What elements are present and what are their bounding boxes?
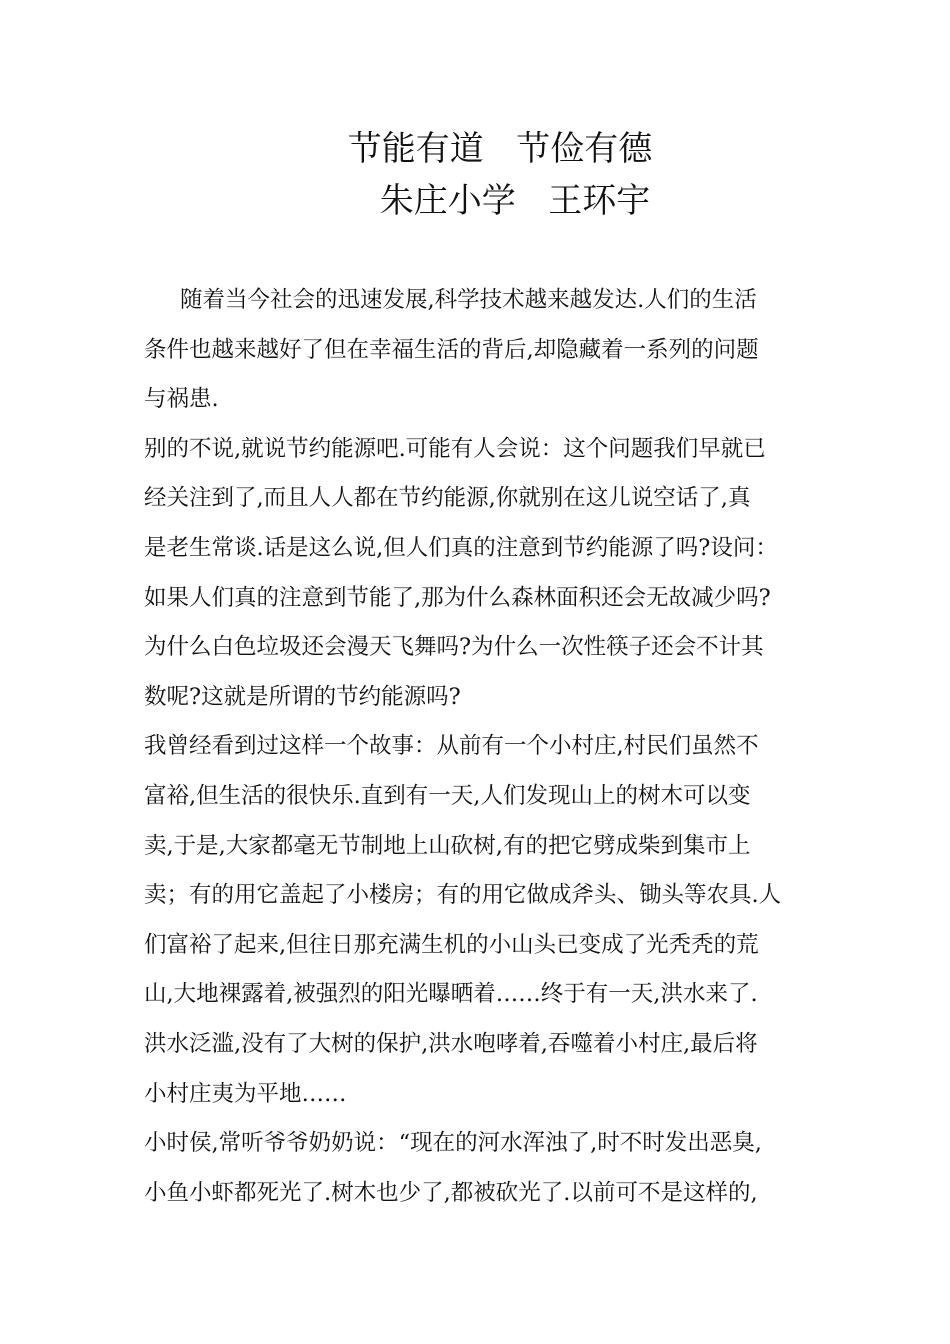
body-line: 与祸患. bbox=[144, 386, 219, 413]
body-line: 小时侯,常听爷爷奶奶说：“现在的河水浑浊了,时不时发出恶臭, bbox=[144, 1130, 762, 1157]
body-line: 小鱼小虾都死光了.树木也少了,都被砍光了.以前可不是这样的, bbox=[144, 1179, 758, 1206]
body-line: 经关注到了,而且人人都在节约能源,你就别在这儿说空话了,真 bbox=[144, 485, 751, 512]
body-line: 条件也越来越好了但在幸福生活的背后,却隐藏着一系列的问题 bbox=[144, 336, 759, 363]
document-title: 节能有道 节俭有德 bbox=[347, 129, 653, 169]
body-line: 卖；有的用它盖起了小楼房；有的用它做成斧头、锄头等农具.人 bbox=[144, 882, 782, 909]
body-line: 富裕,但生活的很快乐.直到有一天,人们发现山上的树木可以变 bbox=[144, 782, 751, 809]
body-line: 数呢?这就是所谓的节约能源吗? bbox=[144, 683, 461, 710]
body-line: 别的不说,就说节约能源吧.可能有人会说：这个问题我们早就已 bbox=[144, 435, 766, 462]
body-line: 山,大地裸露着,被强烈的阳光曝晒着……终于有一天,洪水来了. bbox=[144, 981, 758, 1008]
body-line: 小村庄夷为平地…… bbox=[144, 1080, 347, 1107]
body-line: 是老生常谈.话是这么说,但人们真的注意到节约能源了吗?设问： bbox=[144, 534, 778, 561]
body-line: 们富裕了起来,但往日那充满生机的小山头已变成了光秃秃的荒 bbox=[144, 931, 759, 958]
body-line: 洪水泛滥,没有了大树的保护,洪水咆哮着,吞噬着小村庄,最后将 bbox=[144, 1030, 758, 1057]
body-line: 我曾经看到过这样一个故事：从前有一个小村庄,村民们虽然不 bbox=[144, 733, 759, 760]
body-line: 如果人们真的注意到节能了,那为什么森林面积还会无故减少吗? bbox=[144, 584, 771, 611]
body-line: 卖,于是,大家都毫无节制地上山砍树,有的把它劈成柴到集市上 bbox=[144, 832, 751, 859]
body-line: 为什么白色垃圾还会漫天飞舞吗?为什么一次性筷子还会不计其 bbox=[144, 634, 764, 661]
document-author: 朱庄小学 王环宇 bbox=[379, 181, 651, 221]
document-body bbox=[144, 276, 814, 1218]
body-line: 随着当今社会的迅速发展,科学技术越来越发达.人们的生活 bbox=[180, 287, 757, 313]
